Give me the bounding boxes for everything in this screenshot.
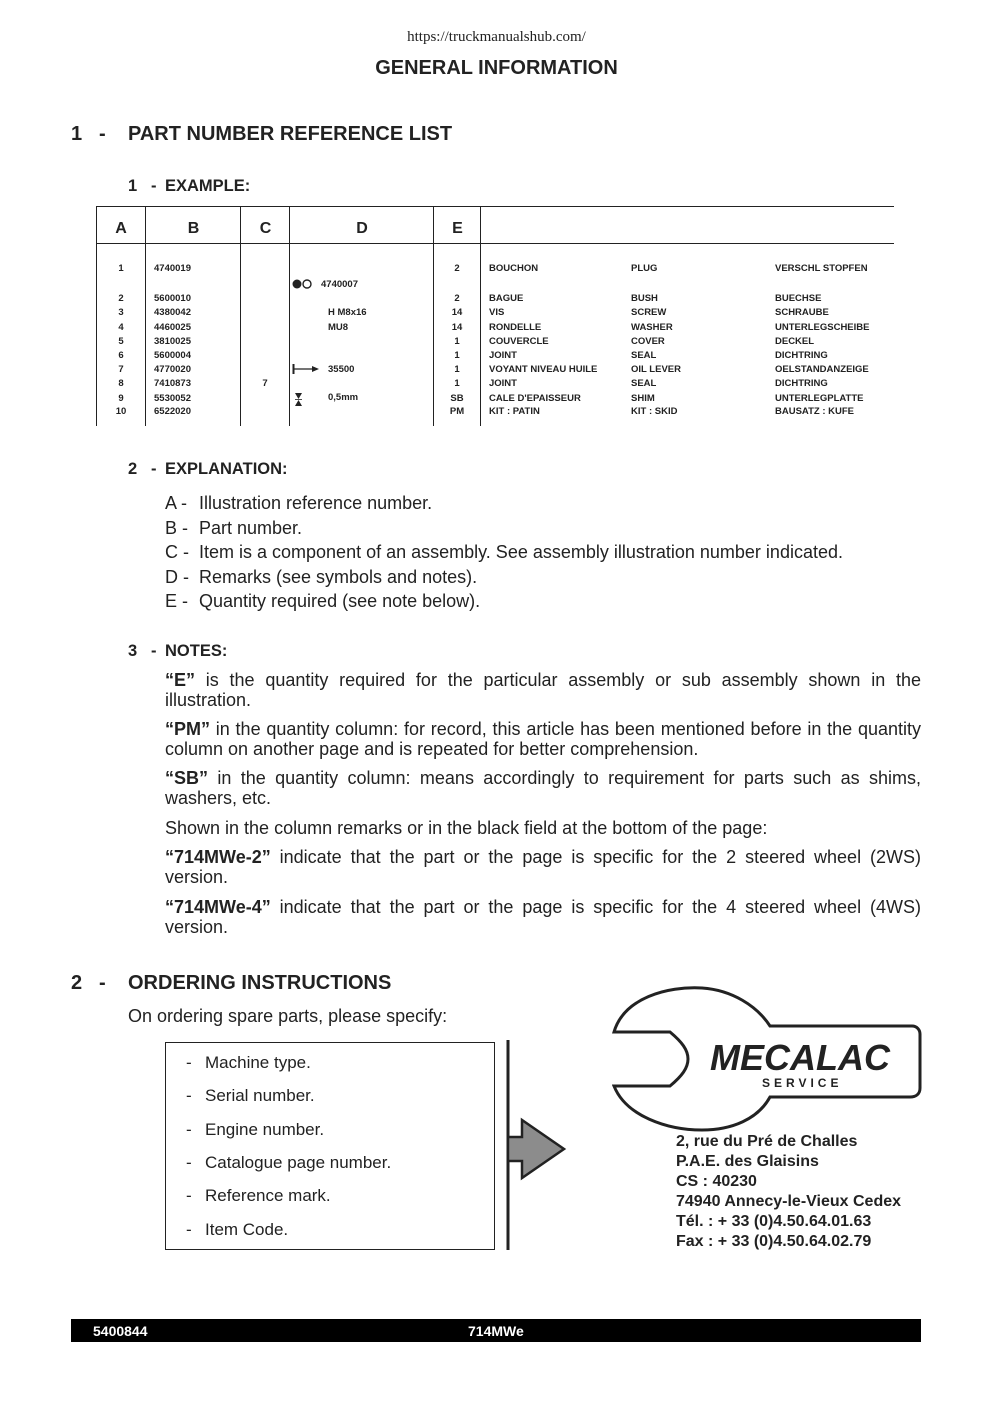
note-e-text: is the quantity required for the particular assembly or sub assembly shown in the illustration. (165, 670, 921, 710)
pointer-arrow-icon (502, 1038, 572, 1252)
row-5-e: 1 (454, 336, 460, 347)
explanation-key: B - (165, 517, 189, 538)
explanation-list (165, 491, 843, 614)
fax-line: Fax : + 33 (0)4.50.64.02.79 (676, 1233, 872, 1250)
section-2-number: 2 (71, 972, 83, 994)
explanation-key: D - (165, 566, 189, 587)
row-4-en: WASHER (631, 322, 673, 333)
row-9-b: 5530052 (154, 393, 191, 404)
ordering-item-label: Engine number. (205, 1120, 325, 1139)
row-6-b: 5600004 (154, 350, 191, 361)
row-6-de: DICHTRING (775, 350, 828, 361)
row-9-e: SB (450, 393, 464, 404)
explanation-key: A - (165, 493, 188, 513)
note-sb-text: in the quantity column: means accordingly to requirement for parts such as shims, washers, etc. (165, 768, 921, 808)
row-2-fr: BAGUE (489, 293, 524, 304)
row-5-a: 5 (118, 336, 124, 347)
row-8-de: DICHTRING (775, 378, 828, 389)
address-line: 74940 Annecy-le-Vieux Cedex (676, 1193, 902, 1210)
address-line: P.A.E. des Glaisins (676, 1153, 819, 1170)
table-col-rule (289, 206, 290, 426)
row-7-en: OIL LEVER (631, 364, 681, 375)
item-dash: - (186, 1186, 192, 1205)
explanation-dash: - (151, 460, 157, 478)
row-4-a: 4 (118, 322, 124, 333)
explanation-item (165, 491, 843, 516)
address-line: CS : 40230 (676, 1173, 757, 1190)
row-1-sub-d: 4740007 (321, 279, 358, 290)
row-9-de: UNTERLEGPLATTE (775, 393, 864, 404)
example-dash: - (151, 177, 157, 195)
row-2-b: 5600010 (154, 293, 191, 304)
note-v4-text: indicate that the part or the page is specific for the 4 steered wheel (4WS) version. (165, 897, 921, 937)
page-title: GENERAL INFORMATION (375, 57, 618, 79)
row-8-en: SEAL (631, 378, 657, 389)
document-code: 5400844 (93, 1323, 148, 1339)
row-8-e: 1 (454, 378, 460, 389)
row-3-d: H M8x16 (328, 307, 367, 318)
ordering-item-label: Catalogue page number. (205, 1153, 392, 1172)
row-3-a: 3 (118, 307, 124, 318)
example-table (96, 206, 894, 426)
explanation-text: Remarks (see symbols and notes). (199, 566, 478, 587)
row-9-d: 0,5mm (328, 392, 359, 403)
header-e: E (452, 220, 463, 237)
row-4-de: UNTERLEGSCHEIBE (775, 322, 870, 333)
note-version-4 (165, 897, 921, 937)
row-3-b: 4380042 (154, 307, 191, 318)
row-9-fr: CALE D'EPAISSEUR (489, 393, 581, 404)
ordering-item (186, 1086, 315, 1106)
section-1-number: 1 (71, 123, 83, 145)
row-10-de: BAUSATZ : KUFE (775, 406, 854, 417)
row-1-en: PLUG (631, 263, 658, 274)
row-5-de: DECKEL (775, 336, 815, 347)
ordering-intro: On ordering spare parts, please specify: (128, 1006, 448, 1026)
row-1-e: 2 (454, 263, 460, 274)
item-dash: - (186, 1120, 192, 1139)
note-v4-key: “714MWe-4” (165, 897, 271, 917)
row-9-a: 9 (118, 393, 124, 404)
row-7-fr: VOYANT NIVEAU HUILE (489, 364, 598, 375)
row-3-fr: VIS (489, 307, 505, 318)
row-2-a: 2 (118, 293, 124, 304)
header-d: D (356, 220, 368, 237)
note-sb-key: “SB” (165, 768, 209, 788)
row-4-d: MU8 (328, 322, 349, 333)
section-2-title: ORDERING INSTRUCTIONS (128, 972, 392, 994)
note-shown: Shown in the column remarks or in the black field at the bottom of the page: (165, 818, 768, 838)
note-pm-text: in the quantity column: for record, this article has been mentioned before in the quantity column on another page and is repeated for better comprehension. (165, 719, 921, 759)
phone-line: Tél. : + 33 (0)4.50.64.01.63 (676, 1213, 872, 1230)
ordering-item-label: Reference mark. (205, 1186, 331, 1205)
arrow-symbol-icon (292, 363, 320, 375)
notes-title: NOTES: (165, 642, 228, 660)
ordering-item-label: Item Code. (205, 1220, 289, 1239)
note-sb (165, 768, 921, 808)
row-6-fr: JOINT (489, 350, 517, 361)
section-1-title: PART NUMBER REFERENCE LIST (128, 123, 453, 145)
logo-sub: SERVICE (762, 1076, 843, 1090)
row-6-e: 1 (454, 350, 460, 361)
row-1-de: VERSCHL STOPFEN (775, 263, 868, 274)
ordering-item (186, 1186, 331, 1206)
item-dash: - (186, 1220, 192, 1239)
explanation-text: Part number. (199, 517, 303, 538)
section-2-dash: - (99, 972, 106, 994)
row-7-b: 4770020 (154, 364, 191, 375)
row-7-de: OELSTANDANZEIGE (775, 364, 869, 375)
row-4-b: 4460025 (154, 322, 191, 333)
mecalac-service-logo (612, 984, 924, 1132)
assembly-symbol-icon (292, 278, 314, 290)
explanation-text: Illustration reference number. (199, 493, 433, 513)
row-9-en: SHIM (631, 393, 655, 404)
example-number: 1 (128, 177, 138, 195)
row-2-en: BUSH (631, 293, 658, 304)
notes-number: 3 (128, 642, 138, 660)
row-4-e: 14 (451, 322, 463, 333)
header-b: B (187, 220, 200, 237)
header-c: C (259, 220, 272, 237)
explanation-item (165, 565, 843, 590)
shim-symbol-icon (295, 393, 303, 407)
item-dash: - (186, 1086, 192, 1105)
row-7-e: 1 (454, 364, 460, 375)
row-7-a: 7 (118, 364, 124, 375)
footer-bar (71, 1319, 921, 1342)
note-v2-key: “714MWe-2” (165, 847, 271, 867)
row-1-b: 4740019 (154, 263, 191, 274)
model-name: 714MWe (468, 1323, 524, 1339)
row-4-fr: RONDELLE (489, 322, 542, 333)
row-8-b: 7410873 (154, 378, 191, 389)
row-2-de: BUECHSE (775, 293, 822, 304)
note-pm (165, 719, 921, 759)
ordering-item-label: Machine type. (205, 1053, 311, 1072)
ordering-item (186, 1120, 324, 1140)
logo-brand: MECALAC (710, 1037, 890, 1078)
explanation-title: EXPLANATION: (165, 460, 288, 478)
item-dash: - (186, 1153, 192, 1172)
explanation-text: Quantity required (see note below). (199, 591, 481, 611)
header-a: A (115, 220, 127, 237)
row-10-b: 6522020 (154, 406, 191, 417)
row-8-a: 8 (118, 378, 124, 389)
row-8-fr: JOINT (489, 378, 517, 389)
table-header-rule (96, 243, 894, 244)
row-1-a: 1 (118, 263, 124, 274)
ordering-item (186, 1053, 311, 1073)
explanation-item (165, 540, 843, 565)
explanation-number: 2 (128, 460, 138, 478)
explanation-key: E - (165, 591, 189, 611)
row-10-a: 10 (115, 406, 127, 417)
row-10-fr: KIT : PATIN (489, 406, 540, 417)
row-1-fr: BOUCHON (489, 263, 539, 274)
example-title: EXAMPLE: (165, 177, 251, 195)
explanation-key: C - (165, 542, 189, 562)
row-5-b: 3810025 (154, 336, 191, 347)
note-e-key: “E” (165, 670, 196, 690)
note-pm-key: “PM” (165, 719, 210, 739)
row-2-e: 2 (454, 293, 460, 304)
row-3-e: 14 (451, 307, 463, 318)
table-top-rule (96, 206, 894, 207)
row-10-e: PM (449, 406, 465, 417)
notes-dash: - (151, 642, 157, 660)
item-dash: - (186, 1053, 192, 1072)
row-3-de: SCHRAUBE (775, 307, 829, 318)
table-col-rule (240, 206, 241, 426)
row-5-fr: COUVERCLE (489, 336, 549, 347)
note-e (165, 670, 921, 710)
note-v2-text: indicate that the part or the page is specific for the 2 steered wheel (2WS) version. (165, 847, 921, 887)
row-3-en: SCREW (631, 307, 667, 318)
ordering-item-label: Serial number. (205, 1086, 315, 1105)
explanation-item (165, 589, 843, 614)
row-5-en: COVER (631, 336, 665, 347)
note-version-2 (165, 847, 921, 887)
row-6-a: 6 (118, 350, 124, 361)
ordering-item (186, 1220, 288, 1240)
ordering-checklist (165, 1042, 495, 1250)
explanation-item (165, 516, 843, 541)
section-1-dash: - (99, 123, 106, 145)
service-address (676, 1132, 901, 1252)
ordering-item (186, 1153, 391, 1173)
row-7-d: 35500 (328, 364, 355, 375)
address-line: 2, rue du Pré de Challes (676, 1133, 858, 1150)
row-10-en: KIT : SKID (631, 406, 678, 417)
explanation-text: Item is a component of an assembly. See assembly illustration number indicated. (199, 542, 843, 562)
row-6-en: SEAL (631, 350, 657, 361)
source-url[interactable]: https://truckmanualshub.com/ (407, 29, 586, 45)
row-8-c: 7 (262, 378, 268, 389)
